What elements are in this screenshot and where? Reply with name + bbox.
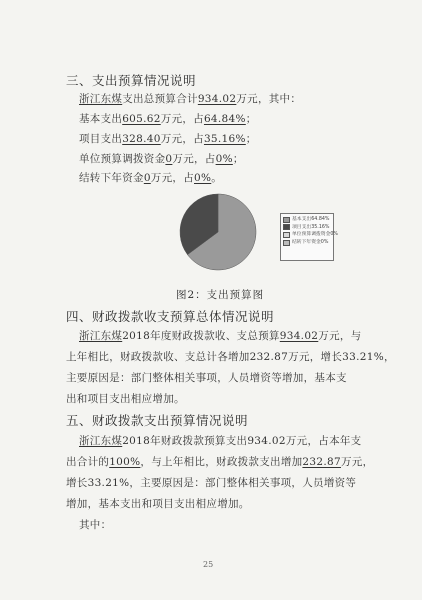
chart-caption: 图2：支出预算图	[176, 289, 265, 301]
legend-swatch-project	[283, 224, 290, 230]
section5-line3: 增长33.21%，主要原因是：部门整体相关事项，人员增资等	[66, 477, 357, 489]
legend-swatch-unit	[283, 232, 290, 238]
unit-name: 浙江东煤	[79, 93, 123, 105]
section4-title: 四、财政拨款收支预算总体情况说明	[66, 309, 275, 324]
section4-line4: 出和项目支出相应增加。	[66, 393, 185, 405]
expenditure-pie-chart	[156, 188, 281, 276]
section3-basic-line: 基本支出605.62万元，占64.84%；	[79, 113, 257, 125]
section5-line4: 增加，基本支出和项目支出相应增加。	[66, 498, 250, 510]
legend-item-project: 项目支出35.16%	[283, 224, 331, 232]
legend-item-basic: 基本支出64.84%	[283, 216, 331, 224]
pie-svg	[156, 188, 281, 276]
legend-item-unit: 单位预算调拨资金0%	[283, 231, 331, 239]
section3-title: 三、支出预算情况说明	[66, 73, 197, 88]
section5-line2: 出合计的100%，与上年相比，财政拨款支出增加232.87万元，	[66, 456, 374, 468]
page-number: 25	[203, 560, 214, 569]
section3-project-line: 项目支出328.40万元，占35.16%；	[79, 133, 257, 145]
section5-title: 五、财政拨款支出预算情况说明	[66, 413, 249, 428]
legend-item-carryover: 结转下年资金0%	[283, 239, 331, 247]
legend-swatch-basic	[283, 217, 290, 223]
section4-line1: 浙江东煤2018年度财政拨款收、支总预算934.02万元，与	[79, 330, 362, 342]
section4-line3: 主要原因是：部门整体相关事项，人员增资等增加，基本支	[66, 372, 347, 384]
section3-line1: 浙江东煤支出总预算合计934.02万元，其中：	[79, 93, 302, 105]
section3-carryover-line: 结转下年资金0万元，占0%。	[79, 172, 223, 184]
section5-line1: 浙江东煤2018年财政拨款预算支出934.02万元，占本年支	[79, 435, 362, 447]
legend-swatch-carryover	[283, 240, 290, 246]
chart-legend	[280, 213, 338, 261]
section3-unit-line: 单位预算调拨资金0万元，占0%；	[79, 153, 244, 165]
section4-line2: 上年相比，财政拨款收、支总计各增加232.87万元，增长33.21%，	[66, 351, 395, 363]
section5-line5: 其中：	[79, 519, 112, 531]
